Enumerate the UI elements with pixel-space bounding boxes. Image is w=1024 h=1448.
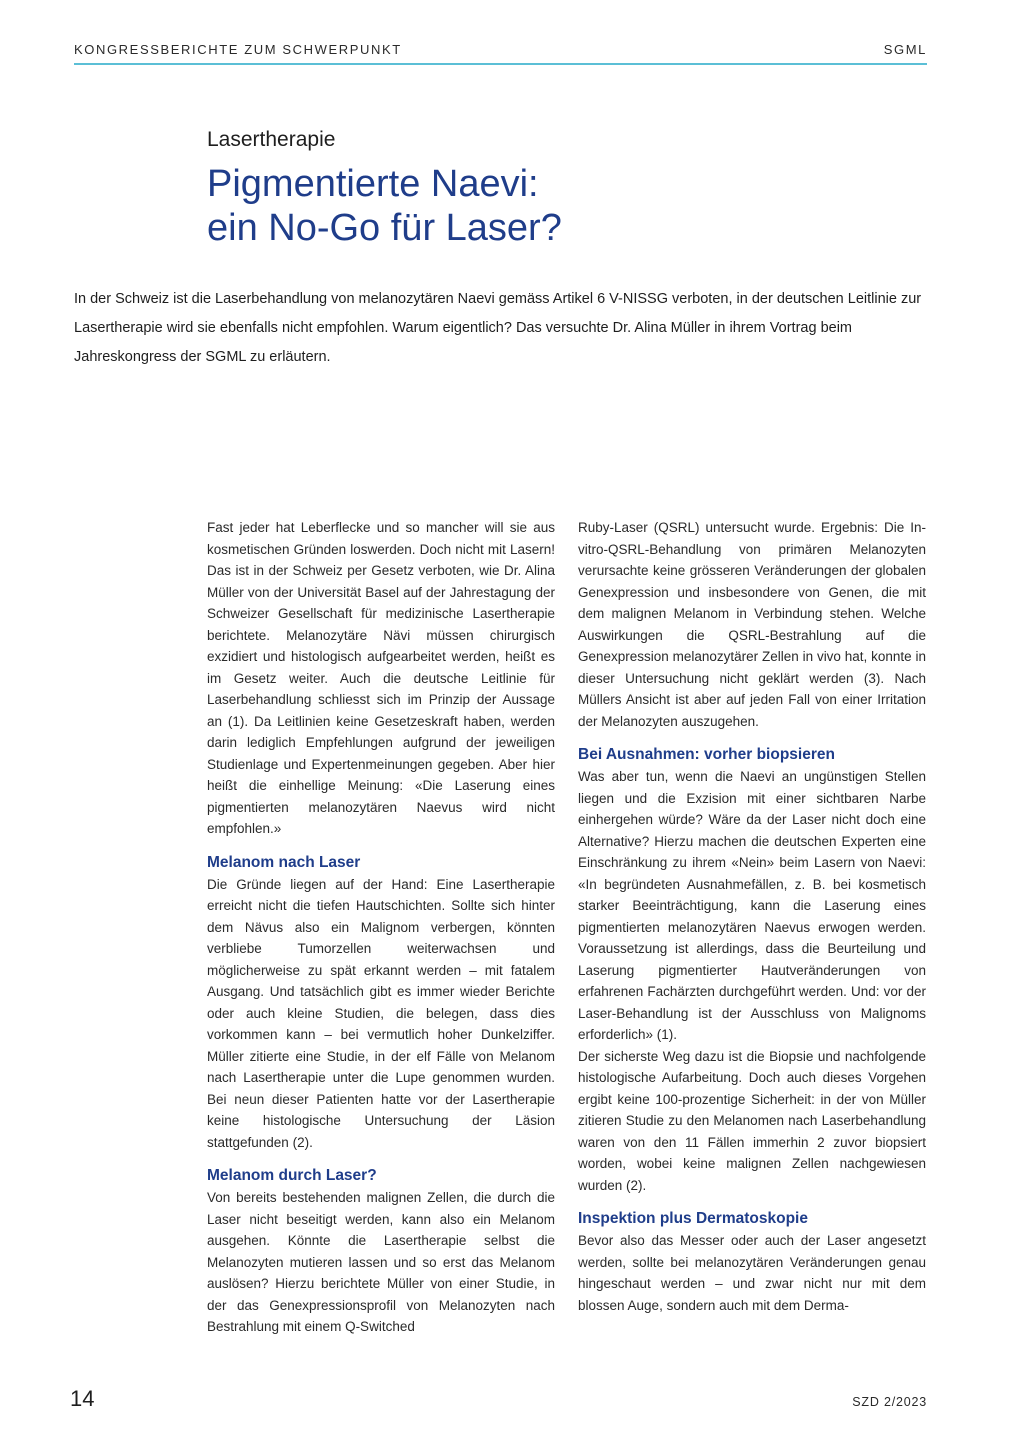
paragraph: Von bereits bestehenden malignen Zellen, die durch die Laser nicht beseitigt werden, kann also ein Melanom ausgehen. Könnte die Lasertherapie selbst die Melanozyten mutieren lassen und so erst das Melanom auslösen? Hierzu berichtete Müller von einer Studie, in der das Genexpressionsprofil von Melanozyten nach Bestrahlung mit einem Q-Switched xyxy=(207,1190,555,1334)
paragraph: Die Gründe liegen auf der Hand: Eine Lasertherapie erreicht nicht die tiefen Hautschichten. Sollte sich hinter dem Nävus also ein Malignom verbergen, könnten verbliebe Tumorzellen weiterwachsen und möglicherweise zu spät erkannt werden – mit fatalem Ausgang. Und tatsächlich gibt es immer wieder Berichte oder auch kleine Studien, die belegen, dass dies vorkommen kann – bei vermutlich hoher Dunkelziffer. Müller zitierte eine Studie, in der elf Fälle von Melanom nach Lasertherapie unter die Lupe genommen wurden. Bei neun dieser Patienten hatte vor der Lasertherapie keine histologische Untersuchung der Läsion stattgefunden (2). xyxy=(207,876,555,1150)
text-column-right xyxy=(578,517,926,1316)
subheading-melanom-nach-laser: Melanom nach Laser xyxy=(207,853,361,871)
paragraph: Bevor also das Messer oder auch der Laser angesetzt werden, sollte bei melanozytären Veränderungen genau hingeschaut werden – und zwar nicht nur mit dem blossen Auge, sondern auch mit dem Derma- xyxy=(578,1233,926,1313)
article-title-line-2: ein No-Go für Laser? xyxy=(207,207,562,249)
issue-label: SZD 2/2023 xyxy=(852,1395,927,1409)
header-divider xyxy=(74,63,927,65)
running-header-org: SGML xyxy=(883,42,927,57)
paragraph: Fast jeder hat Leberflecke und so mancher will sie aus kosmetischen Gründen loswerden. Doch nicht mit Lasern! Das ist in der Schweiz per Gesetz verboten, wie Dr. Alina Müller von der Universität Basel auf der Jahrestagung der Schweizer Gesellschaft für medizinische Lasertherapie berichtete. Melanozytäre Nävi müssen chirurgisch exzidiert und histologisch aufgearbeitet werden, heißt es im Gesetz weiter. Auch die deutsche Leitlinie für Laserbehandlung schliesst sich im Prinzip der Aussage an (1). Da Leitlinien keine Gesetzeskraft haben, werden darin lediglich Empfehlungen aufgrund der jeweiligen Studienlage und Expertenmeinungen gegeben. Aber hier heißt die einhellige Meinung: «Die Laserung eines pigmentierten melanozytären Naevus wird nicht empfohlen.» xyxy=(207,520,555,836)
article-kicker: Lasertherapie xyxy=(207,128,336,151)
paragraph: Ruby-Laser (QSRL) untersucht wurde. Ergebnis: Die In-vitro-QSRL-Behandlung von primären Melanozyten verursachte keine grösseren Veränderungen der globalen Genexpression und insbesondere von Genen, die mit dem malignen Melanom in Verbindung stehen. Welche Auswirkungen die QSRL-Bestrahlung auf die Genexpression melanozytärer Zellen in vivo hat, konnte in dieser Untersuchung nicht geklärt werden (3). Nach Müllers Ansicht ist aber auf jeden Fall von einer Irritation der Melanozyten auszugehen. xyxy=(578,520,926,729)
paragraph: Was aber tun, wenn die Naevi an ungünstigen Stellen liegen und die Exzision mit einer sichtbaren Narbe einhergehen würde? Wäre da der Laser nicht doch eine Alternative? Hierzu machen die deutschen Experten eine Einschränkung zu ihrem «Nein» beim Lasern von Naevi: «In begründeten Ausnahmefällen, z. B. bei kosmetisch starker Beeinträchtigung, kann die Laserung eines pigmentierten melanozytären Naevus erwogen werden. Voraussetzung ist allerdings, dass die Beurteilung und Laserung pigmentierter Hautveränderungen von erfahrenen Fachärzten durchgeführt werden. Und: vor der Laser-Behandlung ist der Ausschluss von Malignoms erforderlich» (1). xyxy=(578,769,926,1042)
text-column-left xyxy=(207,517,555,1338)
subheading-melanom-durch-laser: Melanom durch Laser? xyxy=(207,1167,377,1184)
article-title xyxy=(207,162,562,250)
subheading-bei-ausnahmen: Bei Ausnahmen: vorher biopsieren xyxy=(578,746,835,763)
page-number: 14 xyxy=(70,1386,95,1411)
subheading-inspektion-dermatoskopie: Inspektion plus Dermatoskopie xyxy=(578,1210,808,1227)
article-lead: In der Schweiz ist die Laserbehandlung von melanozytären Naevi gemäss Artikel 6 V-NISSG verboten, in der deutschen Leitlinie zur Lasertherapie wird sie ebenfalls nicht empfohlen. Warum eigentlich? Das versuchte Dr. Alina Müller in ihrem Vortrag beim Jahreskongress der SGML zu erläutern. xyxy=(74,291,922,365)
paragraph: Der sicherste Weg dazu ist die Biopsie und nachfolgende histologische Aufarbeitung. Doch auch dieses Vorgehen ergibt keine 100-prozentige Sicherheit: in der von Müller zitieren Studie zu den Melanomen nach Laserbehandlung waren von den 11 Fällen immerhin 2 zuvor biopsiert worden, wobei keine malignen Zellen nachgewiesen wurden (2). xyxy=(578,1048,926,1193)
running-header-section: KONGRESSBERICHTE ZUM SCHWERPUNKT xyxy=(74,42,402,57)
article-title-line-1: Pigmentierte Naevi: xyxy=(207,163,539,205)
